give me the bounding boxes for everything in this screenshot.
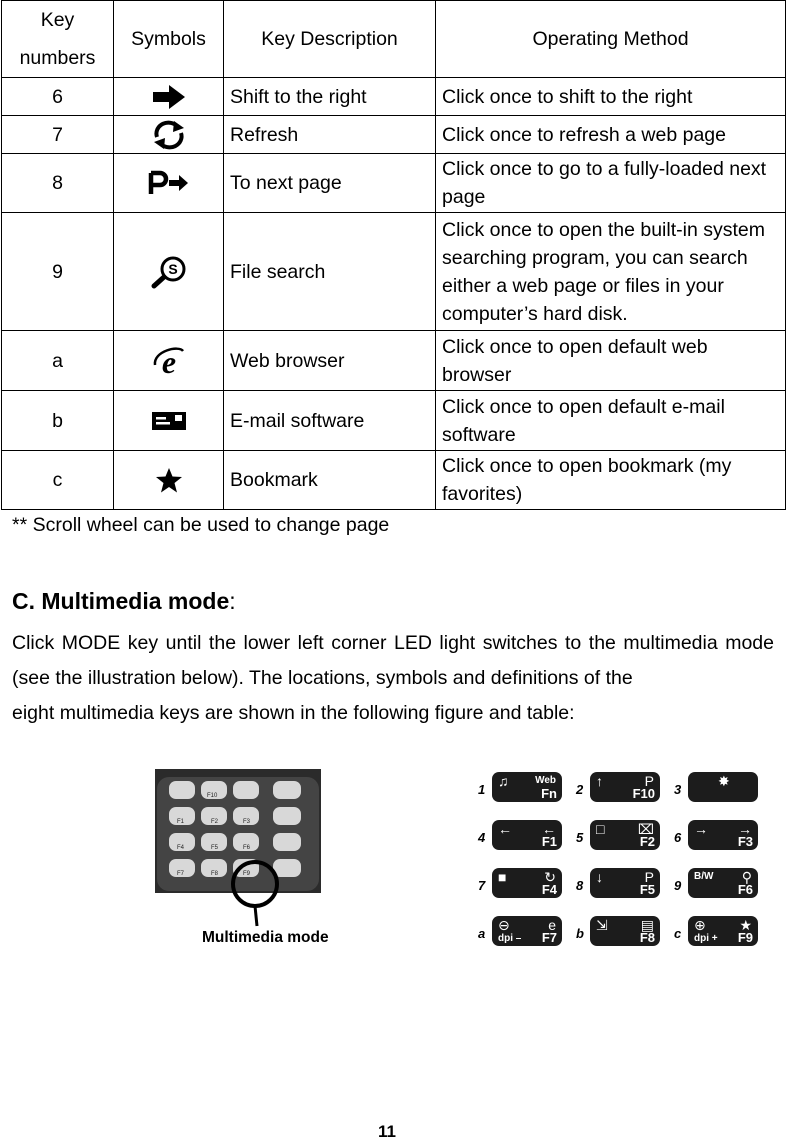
operating-method: Click once to open default e-mail software <box>436 391 786 451</box>
legend-key: 1 ♫ Web Fn <box>478 770 574 806</box>
device-key-label: F6 <box>243 845 251 851</box>
next-page-icon <box>147 169 191 197</box>
key-number: 6 <box>2 78 114 116</box>
key-description: Shift to the right <box>224 78 436 116</box>
section-heading-colon: : <box>229 588 236 614</box>
key-description: To next page <box>224 154 436 213</box>
legend-key: a ⊖ e dpi – F7 <box>478 914 574 950</box>
legend-key: 9 B/W ⚲ F6 <box>674 866 770 902</box>
operating-method: Click once to refresh a web page <box>436 116 786 154</box>
key-number: 9 <box>2 213 114 331</box>
paragraph-main: Click MODE key until the lower left corner LED light switches to the multimedia mode (see the illustration below). The locations, symbols and definitions of the <box>12 632 774 689</box>
section-paragraph <box>12 626 774 731</box>
legend-key: 4 ← ← F1 <box>478 818 574 854</box>
legend-key: b ⇲ ▤ F8 <box>576 914 672 950</box>
table-row <box>2 154 786 213</box>
legend-key: 6 → → F3 <box>674 818 770 854</box>
section-heading <box>12 588 236 615</box>
header-key-numbers: Key numbers <box>2 1 114 78</box>
device-key-label: F3 <box>243 819 251 825</box>
refresh-icon <box>149 119 189 151</box>
operating-method: Click once to open the built-in system searching program, you can search either a web page or files in your computer’s hard disk. <box>436 213 786 331</box>
device-key-label: F10 <box>207 793 218 799</box>
svg-text:e: e <box>161 343 176 379</box>
device-key-label: F1 <box>177 819 185 825</box>
web-browser-icon <box>149 343 189 379</box>
header-symbols: Symbols <box>114 1 224 78</box>
file-search-icon <box>149 255 189 289</box>
key-number: a <box>2 331 114 391</box>
scroll-note: ** Scroll wheel can be used to change page <box>12 514 390 536</box>
device-key-label: F5 <box>211 845 219 851</box>
legend-key: 8 ↓ P F5 <box>576 866 672 902</box>
legend-key: 7 ■ ↻ F4 <box>478 866 574 902</box>
key-number: b <box>2 391 114 451</box>
table-header-row <box>2 1 786 78</box>
header-key-description: Key Description <box>224 1 436 78</box>
operating-method: Click once to shift to the right <box>436 78 786 116</box>
legend-key: c ⊕ ★ dpi + F9 <box>674 914 770 950</box>
key-description: Refresh <box>224 116 436 154</box>
key-number: 7 <box>2 116 114 154</box>
table-row <box>2 116 786 154</box>
key-description: Web browser <box>224 331 436 391</box>
arrow-right-icon <box>149 82 189 112</box>
operating-method: Click once to open bookmark (my favorites) <box>436 451 786 510</box>
paragraph-last-line: eight multimedia keys are shown in the following figure and table: <box>12 702 575 724</box>
device-key-label: F8 <box>211 871 219 877</box>
multimedia-mode-label: Multimedia mode <box>202 929 329 946</box>
key-legend-grid <box>478 770 768 950</box>
key-description: E-mail software <box>224 391 436 451</box>
key-number: c <box>2 451 114 510</box>
svg-text:S: S <box>167 260 178 277</box>
operating-method: Click once to go to a fully-loaded next page <box>436 154 786 213</box>
page-number: 11 <box>378 1122 396 1141</box>
operating-method: Click once to open default web browser <box>436 331 786 391</box>
legend-key: 2 ↑ P F10 <box>576 770 672 806</box>
mode-led-callout <box>225 858 285 928</box>
device-key-label: F4 <box>177 845 185 851</box>
table-row <box>2 78 786 116</box>
legend-key: 5 □ ⌧ F2 <box>576 818 672 854</box>
table-row <box>2 451 786 510</box>
device-key-label: F2 <box>211 819 219 825</box>
key-description: Bookmark <box>224 451 436 510</box>
table-row <box>2 213 786 331</box>
header-operating-method: Operating Method <box>436 1 786 78</box>
section-heading-text: C. Multimedia mode <box>12 588 230 614</box>
device-key-label: F9 <box>243 871 251 877</box>
table-row <box>2 391 786 451</box>
legend-key: 3 ✸ <box>674 770 770 806</box>
key-number: 8 <box>2 154 114 213</box>
table-row <box>2 331 786 391</box>
key-description: File search <box>224 213 436 331</box>
email-icon <box>149 409 189 433</box>
key-table <box>1 0 786 510</box>
star-icon <box>154 466 184 494</box>
device-key-label: F7 <box>177 871 185 877</box>
